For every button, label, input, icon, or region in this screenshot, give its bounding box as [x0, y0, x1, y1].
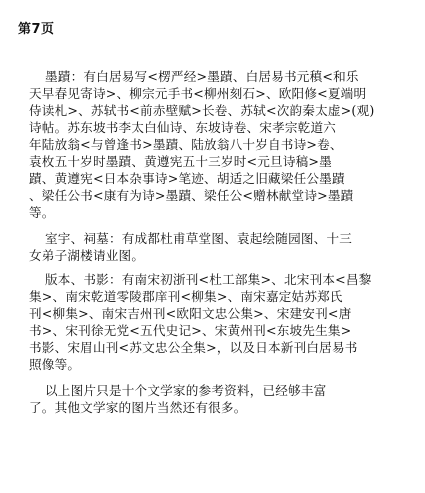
text-line: 诗帖。苏东坡书李太白仙诗、东坡诗卷、宋孝宗乾道六	[29, 120, 337, 135]
text-line: 室宇、祠墓：有成都杜甫草堂图、袁起绘随园图、十三	[45, 231, 353, 246]
text-line: 了。其他文学家的图片当然还有很多。	[29, 400, 247, 415]
text-line: 侍读札>、苏轼书<前赤壁赋>长卷、苏轼<次韵秦太虚>(观)	[29, 103, 375, 118]
text-line: 版本、书影：有南宋初浙刊<杜工部集>、北宋刊本<昌黎	[45, 272, 372, 287]
text-line: 袁枚五十岁时墨蹟、黄遵宪五十三岁时<元旦诗稿>墨	[29, 154, 332, 169]
text-line: 以上图片只是十个文学家的参考资料，已经够丰富	[45, 383, 327, 398]
text-line: 集>、南宋乾道零陵郡庠刊<柳集>、南宋嘉定姑苏郑氏	[29, 289, 343, 304]
text-line: 书影、宋眉山刊<苏文忠公全集>，以及日本新刊白居易书	[29, 340, 358, 355]
text-line: 女弟子湖楼请业图。	[29, 248, 145, 263]
text-line: 墨蹟：有白居易写<楞严经>墨蹟、白居易书元稹<和乐	[45, 69, 359, 84]
text-line: 、梁任公书<康有为诗>墨蹟、梁任公<赠林献堂诗>墨蹟	[29, 188, 354, 203]
text-line: 刊<柳集>、南宋吉州刊<欧阳文忠公集>、宋建安刊<唐	[29, 306, 352, 321]
text-line: 照像等。	[29, 357, 81, 372]
text-line: 书>、宋刊徐无党<五代史记>、宋黄州刊<东坡先生集>	[29, 323, 352, 338]
text-line: 天早春见寄诗>、柳宗元手书<柳州刻石>、欧阳修<夏端明	[29, 86, 367, 101]
page-number: 第7页	[18, 22, 55, 37]
text-line: 等。	[29, 205, 55, 220]
text-line: 蹟、黄遵宪<日本杂事诗>笔迹、胡适之旧藏梁任公墨蹟	[29, 171, 345, 186]
text-line: 年陆放翁<与曾逢书>墨蹟、陆放翁八十岁自书诗>卷、	[29, 137, 343, 152]
